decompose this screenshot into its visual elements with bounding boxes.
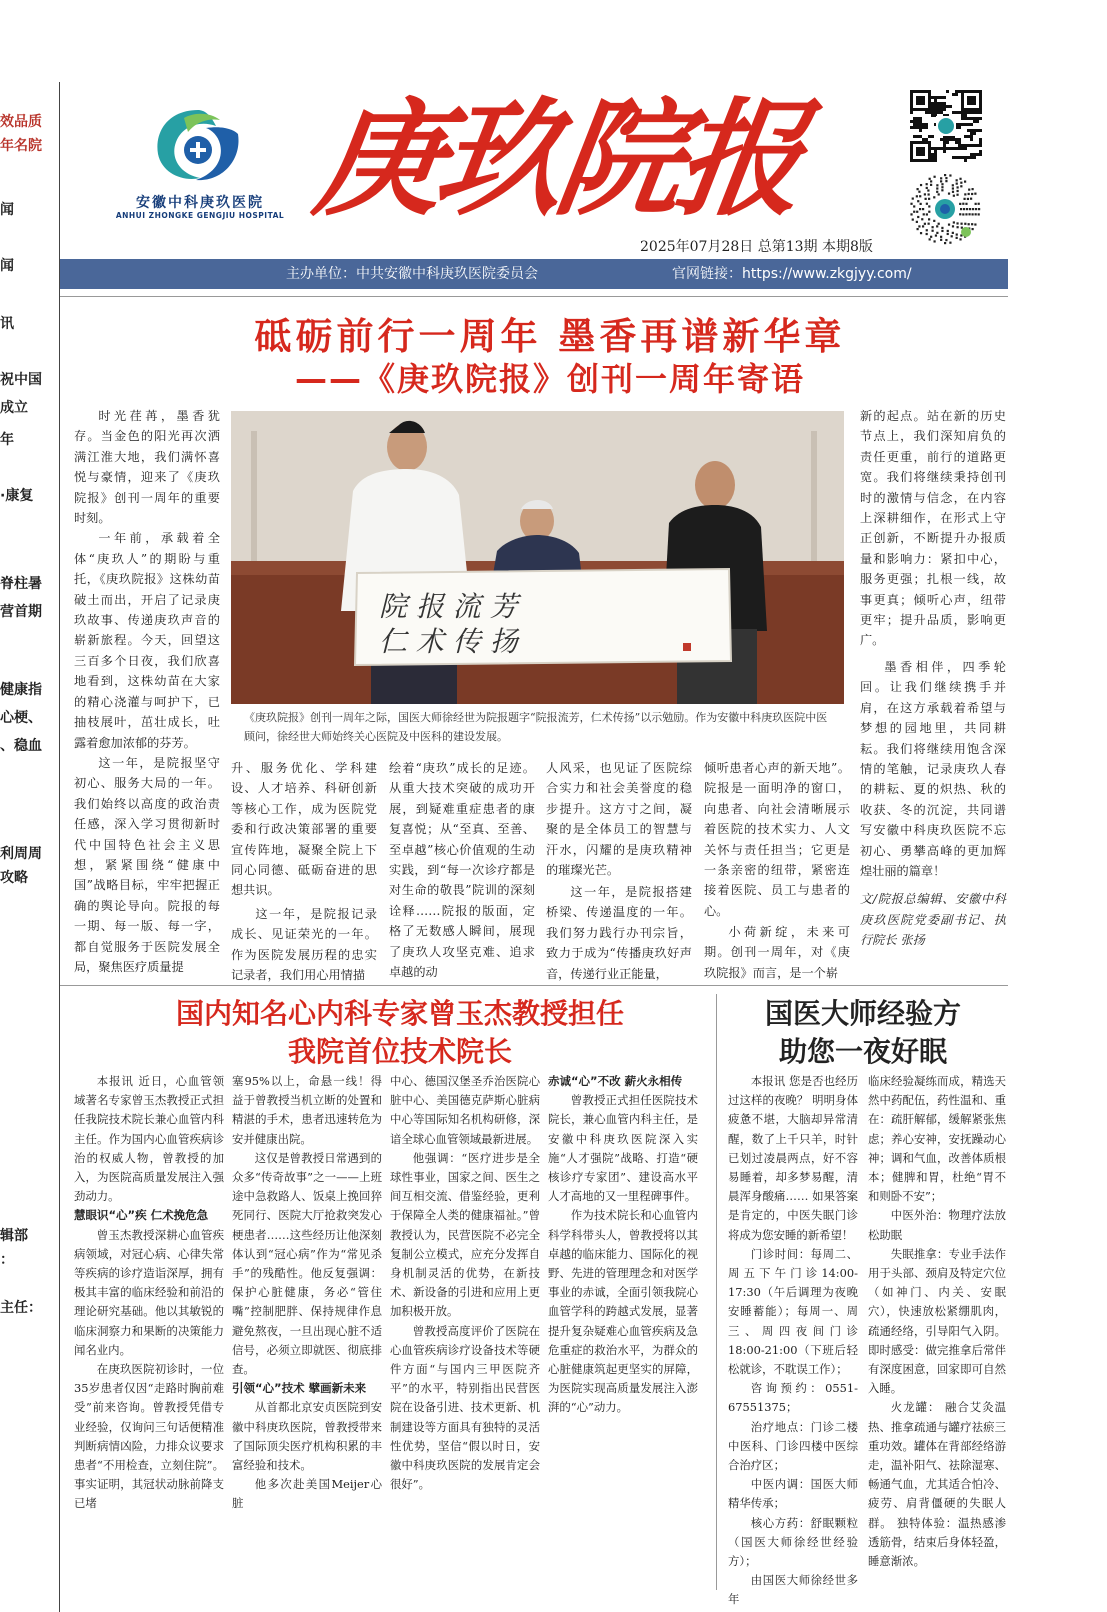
lead-column-4 [546, 758, 692, 878]
paragraph: 核心方药：舒眠颗粒（国医大师徐经世经验方）； [728, 1515, 858, 1569]
lead-photo [231, 411, 844, 704]
paragraph: 本报讯 您是否也经历过这样的夜晚？ 明明身体疲惫不堪，大脑却异常清醒，数了上千只羊，时针已划过凌晨两点，好不容易睡着，却多梦易醒，清晨浑身酸痛…… 如果答案是肯定的，中医失眠门诊将成为您安睡的新希望！ [728, 1074, 858, 1242]
lead-column-5 [704, 758, 850, 918]
paragraph: 从首都北京安贞医院到安徽中科庚玖医院，曾教授带来了国际顶尖医疗机构积累的丰富经验和技术。 [232, 1400, 382, 1473]
sidebar-item[interactable]: 成立 [0, 400, 28, 416]
sidebar-item[interactable]: 、稳血 [0, 738, 42, 754]
paragraph: 塞95%以上，命悬一线！得益于曾教授当机立断的处置和精湛的手术，患者迅速转危为安并健康出院。 [232, 1074, 382, 1146]
paragraph: 治疗地点：门诊二楼中医科、门诊四楼中医综合治疗区； [728, 1419, 858, 1473]
paragraph: 咨询预约：0551-67551375； [728, 1381, 858, 1415]
sidebar-item[interactable]: 脊柱暑 [0, 576, 42, 592]
lead-column-6 [860, 406, 1006, 976]
paragraph: 作为技术院长和心血管内科学科带头人，曾教授将以其卓越的临床能力、国际化的视野、先进的管理理念和对医学事业的赤诚，全面引领我院心血管学科的跨越式发展，显著提升复杂疑难心血管疾病及急危重症的救治水平，为群众的心脏健康筑起更坚实的屏障，为医院实现高质量发展注入澎湃的“心”动力。 [548, 1208, 698, 1415]
article2-column-2 [232, 1072, 382, 1592]
paragraph: 中心、德国汉堡圣乔治医院心脏中心、美国德克萨斯心脏病中心等国际知名机构研修，深谙全球心血管领域最新进展。 [390, 1074, 540, 1146]
divider [60, 296, 1008, 297]
lead-col1-paragraph: 时光荏苒，墨香犹存。当金色的阳光再次洒满江淮大地，我们满怀喜悦与豪情，迎来了《庚玖院报》创刊一周年的重要时刻。 [74, 409, 220, 526]
paragraph: 火龙罐： 融合艾灸温热、推拿疏通与罐疗祛瘀三重功效。罐体在背部经络游走，温补阳气、祛除湿寒、畅通气血，尤其适合怕冷、疲劳、肩背僵硬的失眠人群。 独特体验：温热感渗透筋骨，结束后身体轻盈，睡意渐浓。 [868, 1400, 1006, 1569]
mini-program-code-icon[interactable] [908, 172, 982, 246]
website-link[interactable]: 官网链接：https://www.zkgjyy.com/ [672, 266, 912, 282]
lead-column-4b [546, 882, 692, 982]
paragraph: 中医外治：物理疗法放松助眠 [868, 1208, 1006, 1242]
lead-col4b-text: 这一年，是院报搭建桥梁、传递温度的一年。我们努力践行办刊宗旨，致力于成为“传播庚玖好声音，传递行业正能量， [546, 885, 692, 981]
subheading: 赤诚“心”不改 薪火永相传 [548, 1074, 683, 1088]
newspaper-title: 庚玖院报 [307, 85, 809, 233]
lead-col6a-text: 新的起点。站在新的历史节点上，我们深知肩负的责任更重，前行的道路更宽。我们将继续秉持创刊时的激情与信念，在内容上深耕细作，在形式上守正创新，不断提升办报质量和影响力：紧扣中心，服务更强；扎根一线，故事更真；倾听心声，纽带更牢；提升品质，影响更广。 [860, 409, 1006, 648]
paragraph: 在庚玖医院初诊时，一位35岁患者仅因“走路时胸前难受”前来咨询。曾教授凭借专业经验，仅询问三句话便精准判断病情凶险，力排众议要求患者“不用检查，立刻住院”。事实证明，其冠状动脉前降支已堵 [74, 1362, 224, 1511]
article2-column-4 [548, 1072, 698, 1592]
article3-headline-line1: 国医大师经验方 [764, 997, 961, 1030]
paragraph: 中医内调：国医大师精华传承； [728, 1477, 858, 1511]
sidebar-item[interactable]: 利周周 [0, 846, 42, 862]
calligraphy-line2: 仁 术 传 扬 [379, 625, 518, 658]
lead-column-5b [704, 922, 850, 982]
paragraph: 临床经验凝练而成，精选天然中药配伍，药性温和、重在：疏肝解郁，缓解紧张焦虑；养心安神，安抚躁动心神；调和气血，改善体质根本；健脾和胃，杜绝“胃不和则卧不安”； [868, 1074, 1006, 1204]
lead-signature: 文/院报总编辑、安徽中科庚玖医院党委副书记、执行院长 张扬 [860, 892, 1006, 948]
lead-column-2b [231, 904, 377, 984]
sidebar-item[interactable]: 辑部 [0, 1228, 28, 1244]
sidebar-item[interactable]: 营首期 [0, 604, 42, 620]
lead-col2b-text: 这一年，是院报记录成长、见证荣光的一年。作为医院发展历程的忠实记录者，我们用心用情描 [231, 907, 377, 983]
sidebar-item[interactable]: 健康指 [0, 682, 42, 698]
subheading: 慧眼识“心”疾 仁术挽危急 [74, 1208, 209, 1223]
photo-caption: 《庚玖院报》创刊一周年之际，国医大师徐经世为院报题字“院报流芳，仁术传扬”以示勉励。作为安徽中科庚玖医院中医顾问，徐经世大师始终关心医院及中医科的建设发展。 [244, 711, 828, 743]
header-banner [60, 259, 1008, 289]
lead-col1-paragraph: 这一年，是院报坚守初心、服务大局的一年。我们始终以高度的政治责任感，深入学习贯彻新时代中国特色社会主义思想，紧紧围绕“健康中国”战略目标，牢牢把握正确的舆论导向。院报的每一期、每一版、每一字，都自觉服务于医院发展全局，聚焦医疗质量提 [74, 755, 220, 974]
article2-headline-line1: 国内知名心内科专家曾玉杰教授担任 [175, 997, 624, 1030]
lead-column-2 [231, 758, 377, 898]
sidebar-item[interactable]: 闻 [0, 258, 14, 274]
calligraphy-photo [231, 411, 844, 704]
sidebar-item[interactable]: 心梗、 [0, 710, 42, 726]
sidebar-item[interactable]: 效品质 [0, 114, 42, 130]
subheading: 引领“心”技术 擘画新未来 [232, 1381, 367, 1396]
sidebar-item[interactable]: 祝中国 [0, 372, 42, 388]
article3-column-2 [868, 1072, 1006, 1592]
qr-code-icon[interactable] [910, 90, 982, 162]
article3-column-1 [728, 1072, 858, 1607]
lead-col4-text: 人风采，也见证了医院综合实力和社会美誉度的稳步提升。这方寸之间，凝聚的是全体员工的智慧与汗水，闪耀的是庚玖精神的璀璨光芒。 [546, 761, 692, 878]
left-sidebar [0, 82, 60, 1612]
lead-col1-paragraph: 一年前，承载着全体“庚玖人”的期盼与重托，《庚玖院报》这株幼苗破土而出，开启了记录庚玖故事、传递庚玖声音的崭新旅程。今天，回望这三百多个日夜，我们欣喜地看到，这株幼苗在大家的精心浇灌与呵护下，已抽枝展叶，茁壮成长，吐露着愈加浓郁的芬芳。 [74, 531, 220, 750]
hospital-name-en: ANHUI ZHONGKE GENGJIU HOSPITAL [115, 211, 285, 220]
lead-column-1 [74, 406, 220, 976]
paragraph: 门诊时间：每周二、周五下午门诊14:00-17:30（午后调理为夜晚安睡蓄能）；每周一、周三、周四夜间门诊 18:00-21:00（下班后轻松就诊，不耽误工作）； [728, 1246, 858, 1377]
hospital-name-cn: 安徽中科庚玖医院 [136, 195, 264, 211]
sidebar-item[interactable]: ： [0, 1252, 14, 1268]
paragraph: 由国医大师徐经世多年 [728, 1573, 858, 1607]
paragraph: 这仅是曾教授日常遇到的众多“传奇故事”之一——上班途中急救路人、饭桌上挽回猝死同行、医院大厅抢救突发心梗患者……这些经历让他深刻体认到“冠心病”作为“常见杀手”的残酷性。他反复强调：保护心脏健康，务必“管住嘴”控制肥胖、保持规律作息避免熬夜，一旦出现心脏不适信号，必须立即就医、彻底排查。 [232, 1150, 382, 1377]
article2-headline-line2: 我院首位技术院长 [287, 1035, 512, 1068]
sidebar-item[interactable]: 讯 [0, 316, 14, 332]
lead-column-3 [389, 758, 535, 978]
article3-headline-line2: 助您一夜好眠 [778, 1035, 947, 1068]
paragraph: 失眠推拿：专业手法作用于头部、颈肩及特定穴位（如神门、内关、安眠穴），快速放松紧绷肌肉，疏通经络，引导阳气入阴。 即时感受：做完推拿后常伴有深度困意，回家即可自然入睡。 [868, 1246, 1006, 1396]
article2-column-3 [390, 1072, 540, 1592]
paragraph: 曾教授正式担任医院技术院长，兼心血管内科主任，是安徽中科庚玖医院深入实施“人才强院”战略、打造“硬核诊疗专家团”、建设高水平人才高地的又一里程碑事件。 [548, 1093, 698, 1204]
paragraph: 他多次赴美国Meijer心脏 [232, 1477, 382, 1511]
column-divider [716, 994, 717, 1590]
paragraph: 曾玉杰教授深耕心血管疾病领域，对冠心病、心律失常等疾病的诊疗造诣深厚，拥有极其丰富的临床经验和前沿的理论研究基础。他以其敏锐的临床洞察力和果断的决策能力闻名业内。 [74, 1227, 224, 1357]
lead-headline: 砥砺前行一周年 墨香再谱新华章 [254, 315, 846, 358]
lead-col5-text: 倾听患者心声的新天地”。院报是一面明净的窗口，向患者、向社会清晰展示着医院的技术实力、人文关怀与责任担当；它更是一条亲密的纽带，紧密连接着医院、员工与患者的心。 [704, 761, 850, 918]
sponsor-text: 主办单位：中共安徽中科庚玖医院委员会 [286, 266, 538, 282]
paragraph: 他强调：“医疗进步是全球性事业，国家之间、医生之间互相交流、借鉴经验，更利于保障全人类的健康福祉。”曾教授认为，民营医院不必完全复制公立模式，应充分发挥自身机制灵活的优势，在新技术、新设备的引进和应用上更加积极开放。 [390, 1150, 540, 1319]
lead-col3-text: 绘着“庚玖”成长的足迹。从重大技术突破的成功开展，到疑难重症患者的康复喜悦；从“至真、至善、至卓越”核心价值观的生动实践，到“每一次诊疗都是对生命的敬畏”院训的深刻诠释……院报的版面，定格了无数感人瞬间，展现了庚玖人攻坚克难、追求卓越的动 [389, 761, 535, 980]
paragraph: 曾教授高度评价了医院在心血管疾病诊疗设备技术等硬件方面“与国内三甲医院齐平”的水平，特别指出民营医院在设备引进、技术更新、机制建设等方面具有独特的灵活性优势，坚信“假以时日，安徽中科庚玖医院的发展肯定会很好”。 [390, 1323, 540, 1492]
divider [60, 985, 1008, 986]
calligraphy-line1: 院 报 流 芳 [379, 590, 518, 623]
sidebar-item[interactable]: 主任： [0, 1300, 42, 1316]
sidebar-item[interactable]: 闻 [0, 202, 14, 218]
paragraph: 本报讯 近日，心血管领域著名专家曾玉杰教授正式担任我院技术院长兼心血管内科主任。作为国内心血管疾病诊治的权威人物，曾教授的加入，为医院高质量发展注入强劲动力。 [74, 1074, 224, 1204]
issue-info: 2025年07月28日 总第13期 本期8版 [640, 239, 873, 255]
sidebar-item[interactable]: 年 [0, 432, 14, 448]
lead-subheadline: ——《庚玖院报》创刊一周年寄语 [294, 360, 805, 398]
hospital-logo-icon [150, 104, 246, 184]
sidebar-item[interactable]: 攻略 [0, 870, 28, 886]
lead-col6b-text: 墨香相伴，四季轮回。让我们继续携手并肩，在这方承载着希望与梦想的园地里，共同耕耘。我们将继续用饱含深情的笔触，记录庚玖人春的耕耘、夏的炽热、秋的收获、冬的沉淀，共同谱写安徽中科庚玖医院不忘初心、勇攀高峰的更加辉煌壮丽的篇章！ [860, 659, 1006, 878]
sidebar-item[interactable]: ·康复 [0, 488, 34, 504]
lead-col5b-text: 小荷新绽，未来可期。创刊一周年，对《庚玖院报》而言，是一个崭 [704, 925, 850, 980]
sidebar-item[interactable]: 年名院 [0, 138, 42, 154]
article2-column-1 [74, 1072, 224, 1592]
lead-col2-text: 升、服务优化、学科建设、人才培养、科研创新等核心工作，成为医院党委和行政决策部署的重要宣传阵地，凝聚全院上下同心同德、砥砺奋进的思想共识。 [231, 761, 377, 898]
